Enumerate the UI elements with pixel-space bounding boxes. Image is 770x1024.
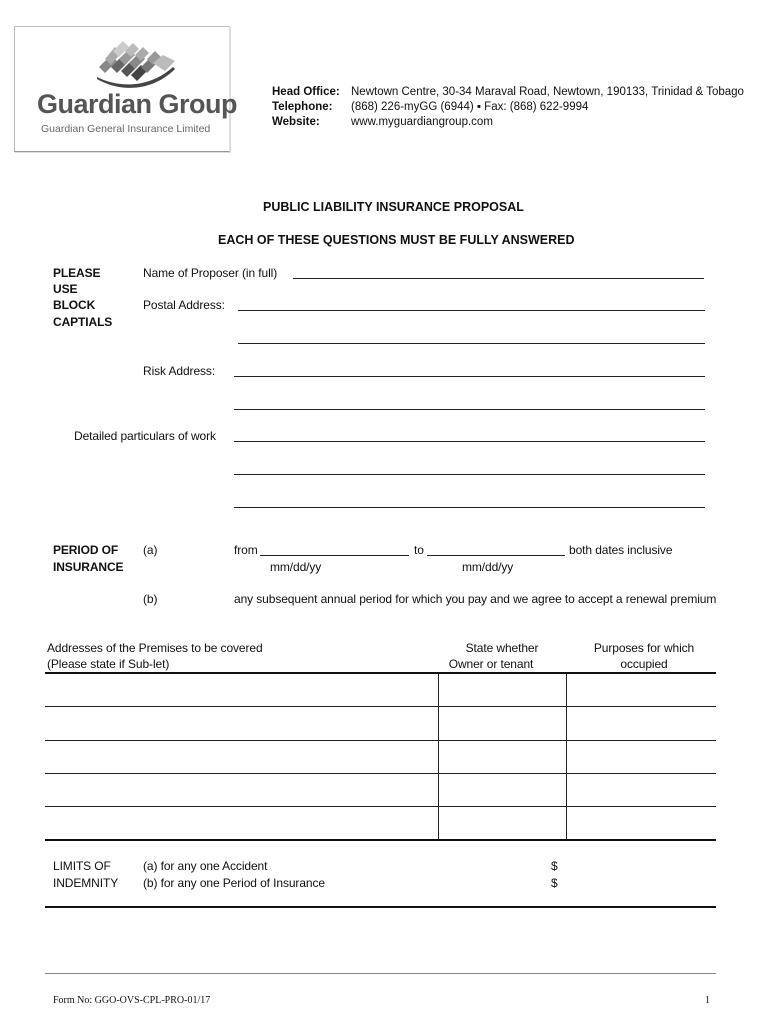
purpose-header-line-1: Purposes for which (593, 641, 695, 655)
telephone-label: Telephone: (272, 101, 333, 113)
period-to-field[interactable] (427, 555, 565, 556)
period-to-label: to (414, 543, 424, 557)
date-format-to: mm/dd/yy (462, 560, 514, 574)
period-b-marker: (b) (143, 592, 158, 606)
risk-field-2[interactable] (234, 409, 705, 410)
premises-table-top-border (45, 672, 716, 674)
owner-header-line-1: State whether (465, 641, 539, 655)
limit-accident-currency[interactable]: $ (551, 859, 558, 873)
premises-row-3[interactable] (45, 773, 716, 774)
premises-table-divider-1 (438, 673, 439, 840)
head-office-label: Head Office: (272, 86, 340, 98)
block-note-line-2: USE (53, 282, 78, 296)
period-from-field[interactable] (260, 555, 409, 556)
period-from-label: from (234, 543, 258, 557)
period-b-text: any subsequent annual period for which you pay and we agree to accept a renewal premium (234, 592, 717, 606)
work-field-1[interactable] (234, 441, 705, 442)
premises-row-4[interactable] (45, 806, 716, 807)
period-a-marker: (a) (143, 543, 158, 557)
premises-table-bottom-border (45, 839, 716, 841)
postal-field-1[interactable] (238, 310, 705, 311)
website-label: Website: (272, 116, 320, 128)
website-value: www.myguardiangroup.com (351, 116, 493, 128)
form-instruction: EACH OF THESE QUESTIONS MUST BE FULLY ANSWERED (218, 233, 575, 247)
block-note-line-1: PLEASE (53, 266, 101, 280)
limit-period-currency[interactable]: $ (551, 876, 558, 890)
limit-period-label: (b) for any one Period of Insurance (143, 876, 325, 890)
block-note-line-3: BLOCK (53, 298, 96, 312)
premises-header-line-2: (Please state if Sub-let) (47, 657, 170, 671)
work-label: Detailed particulars of work (74, 429, 216, 443)
period-inclusive-text: both dates inclusive (569, 543, 673, 557)
premises-row-2[interactable] (45, 740, 716, 741)
head-office-value: Newtown Centre, 30-34 Maraval Road, Newtown, 190133, Trinidad & Tobago (351, 86, 744, 98)
risk-label: Risk Address: (143, 364, 216, 378)
footer-divider (45, 973, 716, 974)
name-label: Name of Proposer (in full) (143, 266, 278, 280)
guardian-logo-icon (91, 37, 181, 97)
page-number: 1 (705, 995, 710, 1006)
postal-label: Postal Address: (143, 298, 225, 312)
limits-label-line-2: INDEMNITY (53, 876, 119, 890)
limits-label-line-1: LIMITS OF (53, 859, 111, 873)
owner-header-line-2: Owner or tenant (448, 657, 534, 671)
work-field-3[interactable] (234, 507, 705, 508)
postal-field-2[interactable] (238, 343, 705, 344)
date-format-from: mm/dd/yy (270, 560, 322, 574)
premises-row-1[interactable] (45, 706, 716, 707)
premises-header-line-1: Addresses of the Premises to be covered (47, 641, 263, 655)
premises-table-divider-2 (566, 673, 567, 840)
form-number: Form No: GGO-OVS-CPL-PRO-01/17 (53, 995, 211, 1006)
risk-field-1[interactable] (234, 376, 705, 377)
logo-box (14, 26, 238, 152)
telephone-value: (868) 226-myGG (6944) ▪ Fax: (868) 622-9994 (351, 101, 589, 113)
limit-accident-label: (a) for any one Accident (143, 859, 268, 873)
purpose-header-line-2: occupied (620, 657, 668, 671)
form-title: PUBLIC LIABILITY INSURANCE PROPOSAL (263, 200, 524, 214)
work-field-2[interactable] (234, 474, 705, 475)
company-logo-text: Guardian Group (37, 89, 238, 119)
subsidiary-logo-text: Guardian General Insurance Limited (41, 123, 211, 135)
limits-bottom-border (45, 906, 716, 908)
period-label-line-1: PERIOD OF (53, 543, 119, 557)
name-field[interactable] (293, 278, 704, 279)
period-label-line-2: INSURANCE (53, 560, 124, 574)
block-note-line-4: CAPTIALS (53, 315, 113, 329)
